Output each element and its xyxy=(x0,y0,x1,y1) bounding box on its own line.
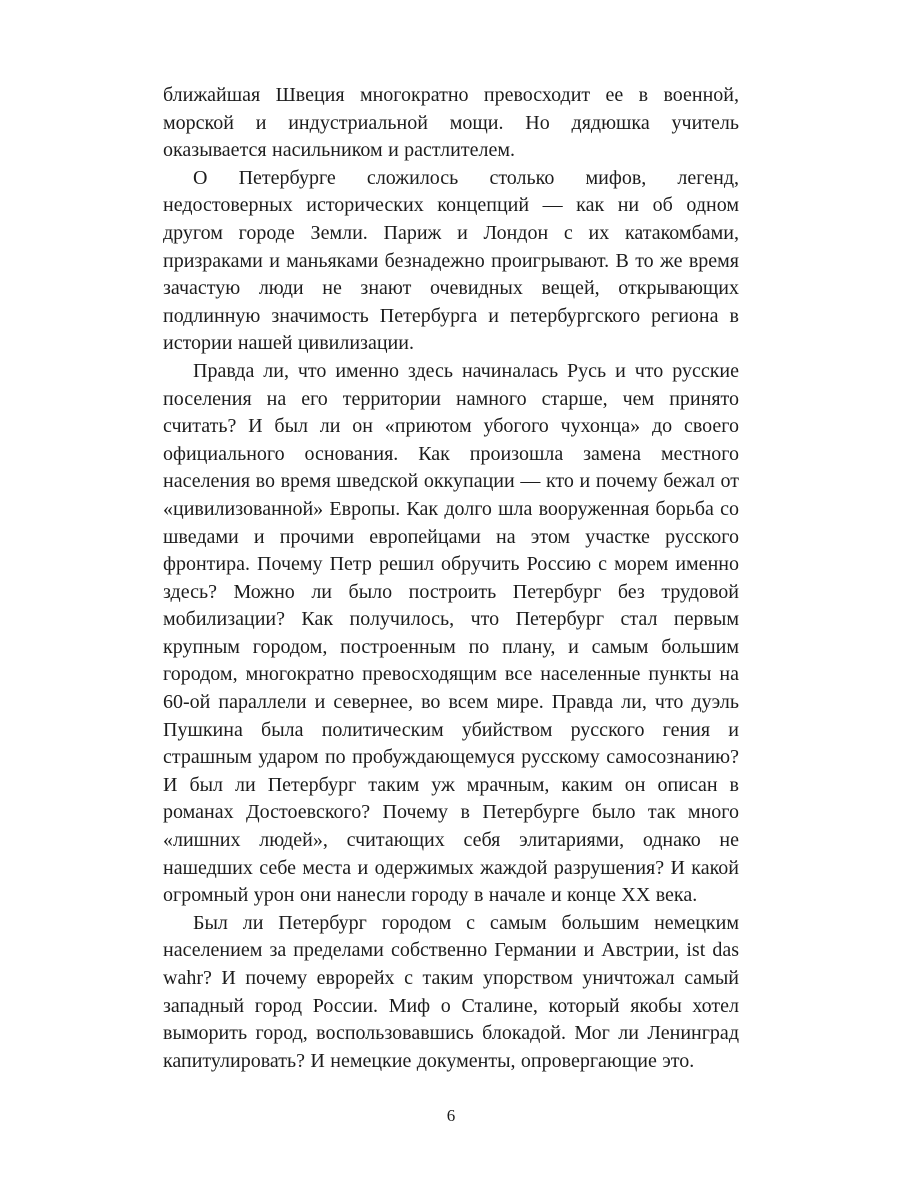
paragraph: Был ли Петербург городом с самым большим немецким населением за пределами собственно Германии и Австрии, ist das wahr? И почему еврорейх с таким упорством уничтожал самый западный город России. Миф о Сталине, который якобы хотел выморить город, воспользовавшись блокадой. Мог ли Ленинград капитулировать? И немецкие документы, опровергающие это. xyxy=(163,911,739,1072)
paragraph: О Петербурге сложилось столько мифов, легенд, недостоверных исторических концепций — как ни об одном другом городе Земли. Париж и Лондон с их катакомбами, призраками и маньяками безнадежно проигрывают. В то же время зачастую люди не знают очевидных вещей, открывающих подлинную значимость Петербурга и петербургского региона в истории нашей цивилизации. xyxy=(163,166,739,355)
paragraph-continuation: ближайшая Швеция многократно превосходит ее в военной, морской и индустриальной мощи. Но дядюшка учитель оказывается насильником и растлителем. xyxy=(163,84,739,162)
text-block xyxy=(163,82,739,1075)
page-number: 6 xyxy=(446,1106,456,1125)
paragraph: Правда ли, что именно здесь начиналась Русь и что русские поселения на его территории намного старше, чем принято считать? И был ли он «приютом убогого чухонца» до своего официального основания. Как произошла замена местного населения во время шведской оккупации — кто и почему бежал от «цивилизованной» Европы. Как долго шла вооруженная борьба со шведами и прочими европейцами на этом участке русского фронтира. Почему Петр решил обручить Россию с морем именно здесь? Можно ли было построить Петербург без трудовой мобилизации? Как получилось, что Петербург стал первым крупным городом, построенным по плану, и самым большим городом, многократно превосходящим все населенные пункты на 60-ой параллели и севернее, во всем мире. Правда ли, что дуэль Пушкина была политическим убийством русского гения и страшным ударом по пробуждающемуся русскому самосознанию? И был ли Петербург таким уж мрачным, каким он описан в романах Достоевского? Почему в Петербурге было так много «лишних людей», считающих себя элитариями, однако не нашедших себе места и одержимых жаждой разрушения? И какой огромный урон они нанесли городу в начале и конце XX века. xyxy=(163,359,739,907)
